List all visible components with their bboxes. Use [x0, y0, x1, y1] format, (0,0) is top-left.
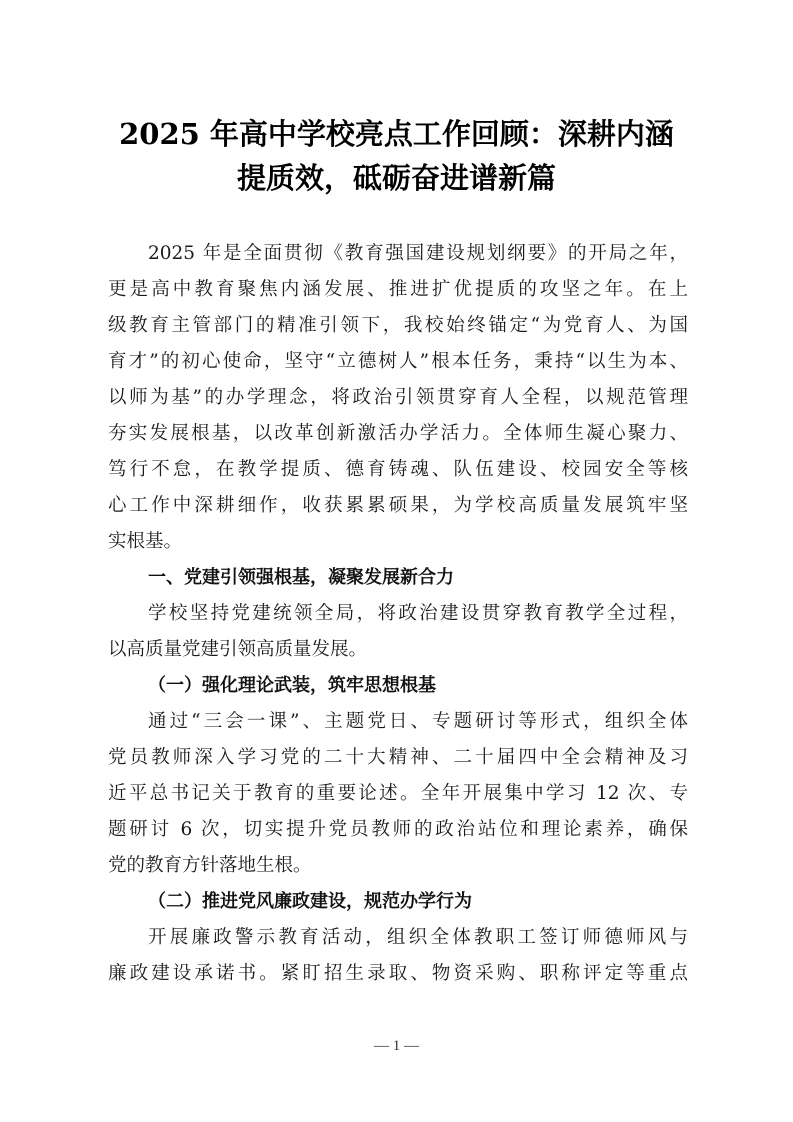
section-heading: 一、党建引领强根基，凝聚发展新合力: [148, 567, 454, 588]
paragraph-line: 廉政建设承诺书。紧盯招生录取、物资采购、职称评定等重点: [108, 963, 688, 984]
paragraph-line: 题研讨 6 次，切实提升党员教师的政治站位和理论素养，确保: [108, 819, 688, 840]
paragraph-line: 2025 年是全面贯彻《教育强国建设规划纲要》的开局之年，: [148, 243, 688, 264]
paragraph-line: 以高质量党建引领高质量发展。: [108, 639, 368, 660]
document-title: [80, 112, 713, 200]
paragraph-line: 党员教师深入学习党的二十大精神、二十届四中全会精神及习: [108, 747, 688, 768]
paragraph-line: 级教育主管部门的精准引领下，我校始终锚定“为党育人、为国: [108, 315, 688, 336]
paragraph-line: 心工作中深耕细作，收获累累硕果，为学校高质量发展筑牢坚: [108, 495, 688, 516]
subsection-heading: （二）推进党风廉政建设，规范办学行为: [148, 891, 472, 912]
paragraph-line: 育才”的初心使命，坚守“立德树人”根本任务，秉持“以生为本、: [108, 351, 688, 372]
title-line-2: 提质效，砥砺奋进谱新篇: [236, 161, 556, 195]
paragraph-line: 近平总书记关于教育的重要论述。全年开展集中学习 12 次、专: [108, 783, 688, 804]
title-line-1: 2025 年高中学校亮点工作回顾：深耕内涵: [119, 117, 674, 151]
document-body: [108, 236, 688, 992]
paragraph-line: 党的教育方针落地生根。: [108, 855, 312, 876]
paragraph-line: 实根基。: [108, 531, 183, 552]
paragraph-line: 学校坚持党建统领全局，将政治建设贯穿教育教学全过程，: [148, 603, 688, 624]
subsection-heading: （一）强化理论武装，筑牢思想根基: [148, 675, 436, 696]
paragraph-line: 通过“三会一课”、主题党日、专题研讨等形式，组织全体: [148, 711, 688, 732]
page-number: — 1 —: [374, 1038, 419, 1054]
paragraph-line: 开展廉政警示教育活动，组织全体教职工签订师德师风与: [148, 927, 688, 948]
paragraph-line: 夯实发展根基，以改革创新激活办学活力。全体师生凝心聚力、: [108, 423, 688, 444]
paragraph-line: 以师为基”的办学理念，将政治引领贯穿育人全程，以规范管理: [108, 387, 688, 408]
paragraph-line: 笃行不怠，在教学提质、德育铸魂、队伍建设、校园安全等核: [108, 459, 688, 480]
paragraph-line: 更是高中教育聚焦内涵发展、推进扩优提质的攻坚之年。在上: [108, 279, 688, 300]
